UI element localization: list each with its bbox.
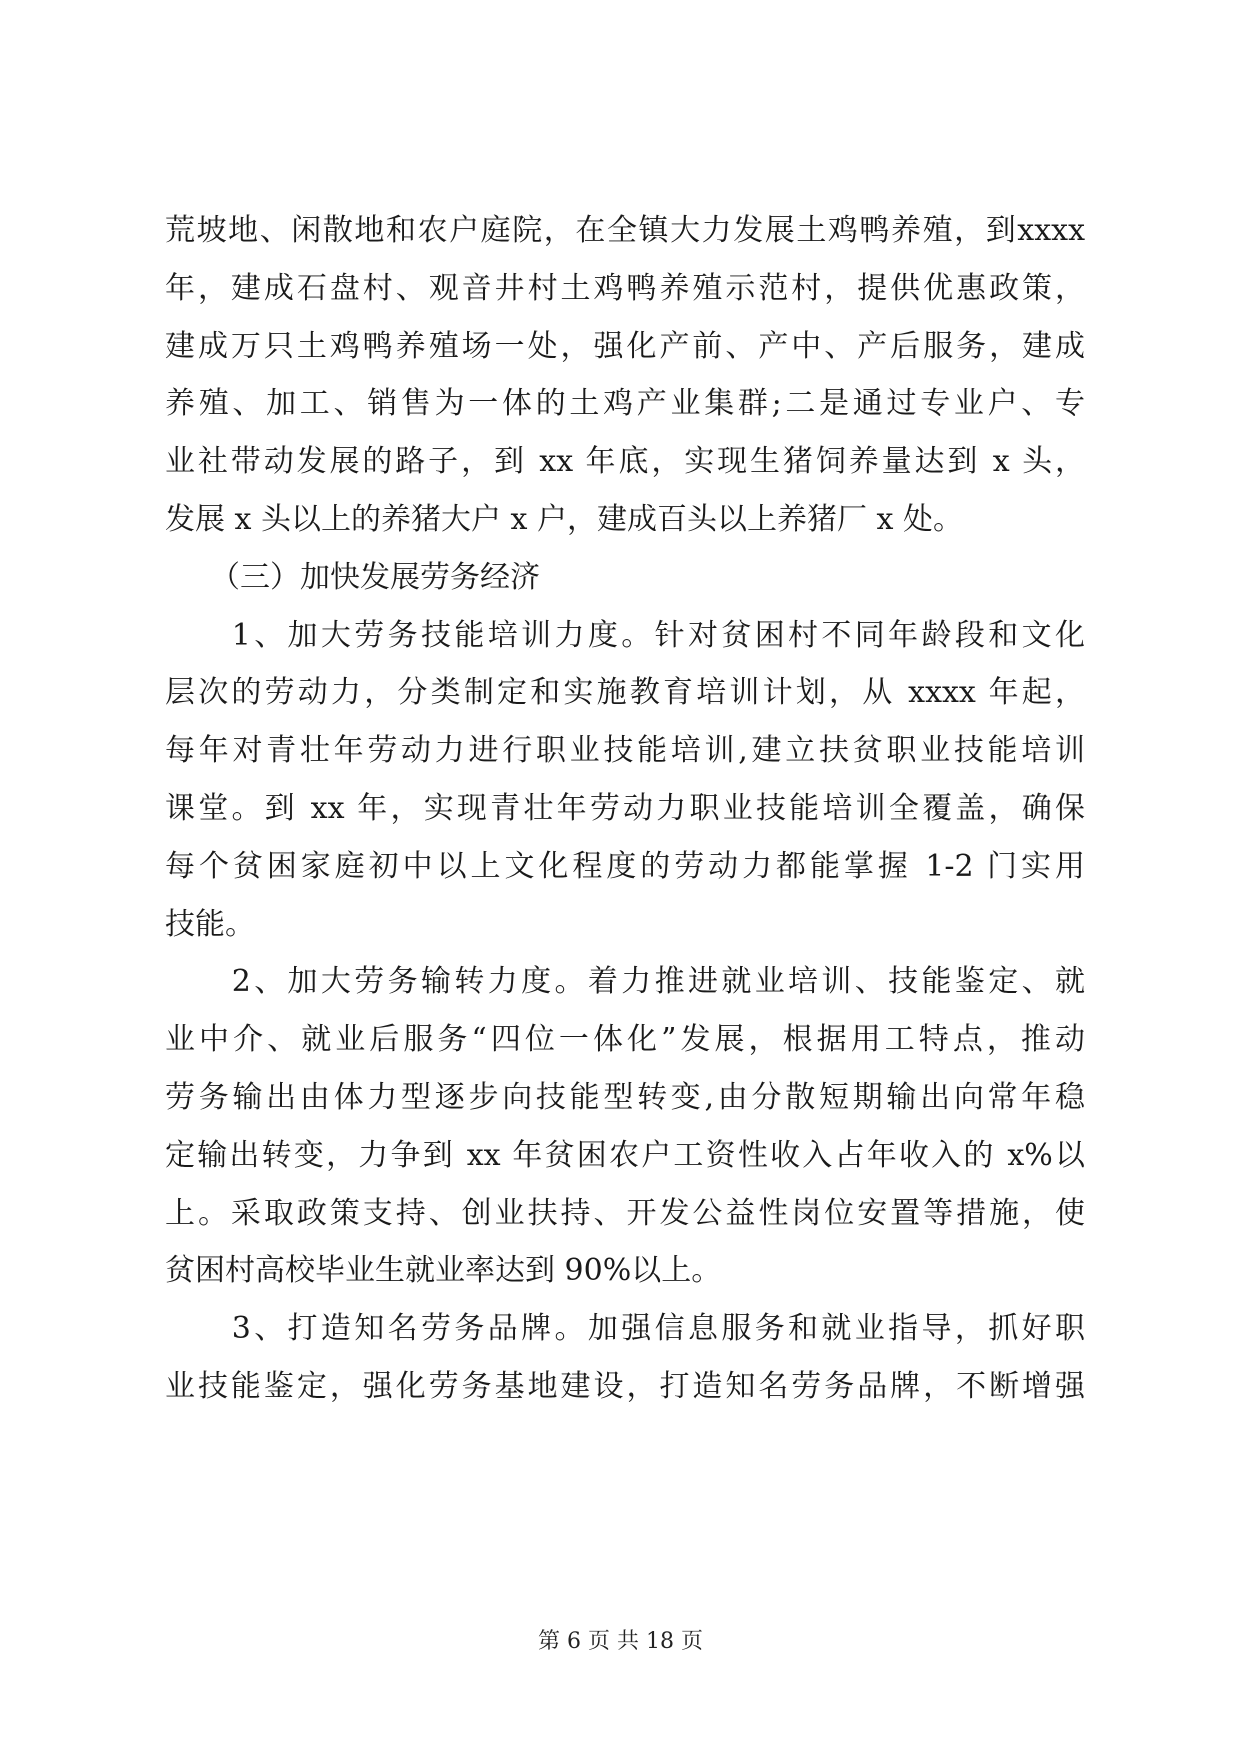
- text-line: 1、加大劳务技能培训力度。针对贫困村不同年龄段和文化: [165, 617, 1085, 653]
- text-line: 层次的劳动力，分类制定和实施教育培训计划，从 xxxx 年起，: [165, 675, 1085, 711]
- text-line: 发展 x 头以上的养猪大户 x 户，建成百头以上养猪厂 x 处。: [165, 501, 963, 537]
- text-line: 养殖、加工、销售为一体的土鸡产业集群;二是通过专业户、专: [165, 386, 1085, 422]
- text-line: 每个贫困家庭初中以上文化程度的劳动力都能掌握 1-2 门实用: [165, 848, 1085, 884]
- text-line: 业社带动发展的路子，到 xx 年底，实现生猪饲养量达到 x 头，: [165, 444, 1085, 480]
- text-line: 劳务输出由体力型逐步向技能型转变,由分散短期输出向常年稳: [165, 1079, 1085, 1115]
- text-line: 建成万只土鸡鸭养殖场一处，强化产前、产中、产后服务，建成: [165, 328, 1085, 364]
- text-line: 业中介、就业后服务“四位一体化”发展，根据用工特点，推动: [165, 1022, 1085, 1058]
- text-line: 每年对青壮年劳动力进行职业技能培训,建立扶贫职业技能培训: [165, 733, 1085, 769]
- text-line: 荒坡地、闲散地和农户庭院，在全镇大力发展土鸡鸭养殖，到xxxx: [165, 213, 1085, 248]
- text-line: 贫困村高校毕业生就业率达到 90%以上。: [165, 1253, 722, 1289]
- text-line: 3、打造知名劳务品牌。加强信息服务和就业指导，抓好职: [165, 1311, 1085, 1347]
- document-body: [165, 202, 1085, 1416]
- text-line: 2、加大劳务输转力度。着力推进就业培训、技能鉴定、就: [165, 964, 1085, 1000]
- text-line: 年，建成石盘村、观音井村土鸡鸭养殖示范村，提供优惠政策，: [165, 270, 1085, 306]
- text-line: 业技能鉴定，强化劳务基地建设，打造知名劳务品牌，不断增强: [165, 1368, 1085, 1404]
- text-line: 定输出转变，力争到 xx 年贫困农户工资性收入占年收入的 x%以: [165, 1137, 1085, 1173]
- page-footer: 第 6 页 共 18 页: [538, 1629, 703, 1654]
- text-line: 课堂。到 xx 年，实现青壮年劳动力职业技能培训全覆盖，确保: [165, 790, 1085, 826]
- text-line: 技能。: [165, 906, 255, 942]
- text-line: （三）加快发展劳务经济: [165, 559, 540, 595]
- text-line: 上。采取政策支持、创业扶持、开发公益性岗位安置等措施，使: [165, 1195, 1085, 1231]
